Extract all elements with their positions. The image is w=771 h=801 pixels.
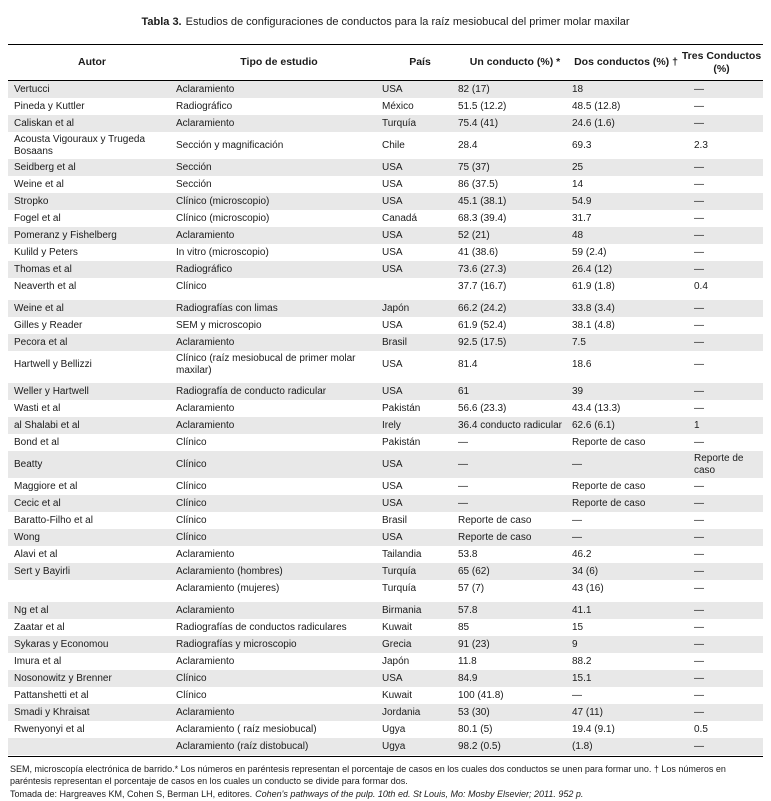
cell-tipo: Aclaramiento (mujeres) — [176, 582, 280, 594]
cell-pais: USA — [382, 161, 403, 173]
cell-tres: — — [694, 514, 704, 526]
cell-tres: — — [694, 548, 704, 560]
cell-pais: USA — [382, 229, 403, 241]
cell-dos: 39 — [572, 385, 584, 397]
table-row — [8, 115, 763, 132]
cell-autor: Rwenyonyi et al — [14, 723, 85, 735]
cell-pais: USA — [382, 458, 403, 470]
cell-autor — [8, 587, 176, 591]
cell-tipo: Aclaramiento — [176, 604, 235, 616]
cell-tres: — — [694, 358, 704, 370]
cell-autor: Bond et al — [14, 436, 60, 448]
cell-tipo: Aclaramiento — [176, 229, 235, 241]
cell-pais: USA — [382, 497, 403, 509]
cell-autor: Pineda y Kuttler — [14, 100, 85, 112]
cell-tipo: Clínico (raíz mesiobucal de primer molar maxilar) — [176, 353, 356, 376]
cell-pais: Turquía — [382, 565, 417, 577]
cell-tipo: Sección y magnificación — [176, 139, 284, 151]
cell-autor: Sert y Bayirli — [14, 565, 71, 577]
cell-uno: 84.9 — [458, 672, 478, 684]
cell-tres: — — [694, 263, 704, 275]
cell-tipo: Clínico (microscopio) — [176, 212, 270, 224]
cell-dos: 41.1 — [572, 604, 592, 616]
cell-tipo: Clínico — [176, 689, 207, 701]
cell-tipo: Radiografías de conductos radiculares — [176, 621, 347, 633]
cell-tipo: Aclaramiento — [176, 402, 235, 414]
cell-dos: — — [572, 531, 582, 543]
cell-pais — [382, 285, 458, 289]
cell-uno: 51.5 (12.2) — [458, 100, 507, 112]
cell-autor: Acousta Vigouraux y Trugeda Bosaans — [14, 134, 146, 157]
cell-tipo: Aclaramiento — [176, 83, 235, 95]
footnote-abbreviations: SEM, microscopía electrónica de barrido.* Los números en paréntesis representan el porcentaje de casos en los cuales dos conductos se unen para formar uno. † Los números en paréntesis representan el porcentaje de casos en los cuales un conducto se divide para formar dos. — [10, 764, 726, 787]
cell-autor: Nosonowitz y Brenner — [14, 672, 112, 684]
cell-uno: 66.2 (24.2) — [458, 302, 507, 314]
cell-dos: — — [572, 514, 582, 526]
cell-dos: 18.6 — [572, 358, 592, 370]
cell-autor: Pomeranz y Fishelberg — [14, 229, 117, 241]
cell-tipo: Radiográfico — [176, 100, 233, 112]
footnote-source-prefix: Tomada de: Hargreaves KM, Cohen S, Berman LH, editores. — [10, 789, 253, 800]
cell-dos: 19.4 (9.1) — [572, 723, 615, 735]
cell-uno: 73.6 (27.3) — [458, 263, 507, 275]
cell-tres: — — [694, 336, 704, 348]
cell-autor: Beatty — [14, 458, 43, 470]
cell-tres: — — [694, 621, 704, 633]
table-row — [8, 193, 763, 210]
cell-tres: — — [694, 161, 704, 173]
cell-uno: 53 (30) — [458, 706, 490, 718]
cell-dos: 48 — [572, 229, 584, 241]
cell-tres: — — [694, 582, 704, 594]
table-row — [8, 261, 763, 278]
cell-uno: 100 (41.8) — [458, 689, 504, 701]
cell-autor: Fogel et al — [14, 212, 61, 224]
cell-tres: — — [694, 604, 704, 616]
cell-pais: Ugya — [382, 740, 406, 752]
cell-autor: Wong — [14, 531, 40, 543]
cell-uno: — — [458, 458, 468, 470]
cell-tipo: Clínico — [176, 458, 207, 470]
cell-tipo: Clínico — [176, 531, 207, 543]
table-row — [8, 317, 763, 334]
table-title — [8, 16, 763, 28]
cell-autor: Pattanshetti et al — [14, 689, 89, 701]
cell-uno: 65 (62) — [458, 565, 490, 577]
cell-autor: Hartwell y Bellizzi — [14, 358, 92, 370]
footnote-source-title: Cohen's pathways of the pulp. 10th ed. St Louis, Mo: Mosby Elsevier; 2011. 952 p. — [255, 789, 584, 800]
cell-pais: Grecia — [382, 638, 412, 650]
cell-dos: 48.5 (12.8) — [572, 100, 621, 112]
cell-tres: — — [694, 689, 704, 701]
cell-tres: 2.3 — [694, 139, 708, 151]
cell-pais: USA — [382, 178, 403, 190]
table-row — [8, 653, 763, 670]
cell-uno: — — [458, 480, 468, 492]
cell-uno: 92.5 (17.5) — [458, 336, 507, 348]
table-header-row — [8, 45, 763, 81]
cell-dos: 14 — [572, 178, 584, 190]
cell-tipo: Aclaramiento ( raíz mesiobucal) — [176, 723, 317, 735]
cell-dos: 34 (6) — [572, 565, 599, 577]
cell-dos: Reporte de caso — [572, 436, 646, 448]
cell-pais: USA — [382, 83, 403, 95]
cell-tipo: SEM y microscopio — [176, 319, 262, 331]
cell-autor: Baratto-Filho et al — [14, 514, 93, 526]
cell-pais: USA — [382, 385, 403, 397]
cell-autor: Sykaras y Economou — [14, 638, 109, 650]
cell-pais: Japón — [382, 302, 410, 314]
table-row — [8, 244, 763, 261]
cell-pais: Pakistán — [382, 436, 421, 448]
cell-uno: 56.6 (23.3) — [458, 402, 507, 414]
cell-autor: Alavi et al — [14, 548, 58, 560]
cell-pais: Jordania — [382, 706, 421, 718]
cell-tres: — — [694, 195, 704, 207]
table-row — [8, 300, 763, 317]
table-body — [8, 81, 763, 756]
table-row — [8, 580, 763, 597]
table-row — [8, 132, 763, 159]
table-title-label: Tabla 3. — [141, 16, 182, 28]
cell-dos: — — [572, 458, 582, 470]
cell-pais: Turquía — [382, 117, 417, 129]
cell-pais: Kuwait — [382, 621, 413, 633]
table-row — [8, 417, 763, 434]
cell-dos: — — [572, 689, 582, 701]
cell-uno: 52 (21) — [458, 229, 490, 241]
cell-uno: 28.4 — [458, 139, 478, 151]
cell-autor: Weine et al — [14, 178, 64, 190]
table-row — [8, 210, 763, 227]
cell-tipo: Aclaramiento — [176, 336, 235, 348]
cell-pais: USA — [382, 246, 403, 258]
cell-tipo: Clínico — [176, 480, 207, 492]
cell-uno: — — [458, 436, 468, 448]
cell-uno: Reporte de caso — [458, 531, 532, 543]
cell-tres: — — [694, 565, 704, 577]
table-row — [8, 495, 763, 512]
cell-pais: USA — [382, 672, 403, 684]
column-header-pais: País — [409, 56, 431, 69]
cell-autor: Weine et al — [14, 302, 64, 314]
cell-dos: 33.8 (3.4) — [572, 302, 615, 314]
cell-tres: — — [694, 319, 704, 331]
cell-tres: — — [694, 531, 704, 543]
cell-tipo: Clínico — [176, 514, 207, 526]
cell-uno: 57.8 — [458, 604, 478, 616]
table-row — [8, 81, 763, 98]
cell-dos: 25 — [572, 161, 584, 173]
cell-dos: 88.2 — [572, 655, 592, 667]
cell-dos: 46.2 — [572, 548, 592, 560]
data-table — [8, 44, 763, 757]
cell-autor: Maggiore et al — [14, 480, 78, 492]
cell-pais: Pakistán — [382, 402, 421, 414]
cell-tres: — — [694, 212, 704, 224]
cell-tres: — — [694, 740, 704, 752]
table-title-text: Estudios de configuraciones de conductos para la raíz mesiobucal del primer molar maxilar — [185, 16, 630, 28]
table-row — [8, 400, 763, 417]
cell-pais: Kuwait — [382, 689, 413, 701]
table-row — [8, 434, 763, 451]
cell-dos: 7.5 — [572, 336, 586, 348]
cell-dos: 59 (2.4) — [572, 246, 607, 258]
cell-pais: USA — [382, 480, 403, 492]
table-row — [8, 721, 763, 738]
cell-tres: — — [694, 178, 704, 190]
cell-tipo: Aclaramiento (raíz distobucal) — [176, 740, 309, 752]
cell-autor: Stropko — [14, 195, 49, 207]
cell-uno: 36.4 conducto radicular — [458, 419, 562, 431]
cell-dos: 69.3 — [572, 139, 592, 151]
cell-pais: Chile — [382, 139, 405, 151]
cell-tres: — — [694, 480, 704, 492]
cell-pais: Canadá — [382, 212, 418, 224]
cell-dos: 26.4 (12) — [572, 263, 613, 275]
cell-uno: 82 (17) — [458, 83, 490, 95]
cell-tres: 0.5 — [694, 723, 708, 735]
cell-tres: — — [694, 83, 704, 95]
cell-tipo: Radiográfico — [176, 263, 233, 275]
cell-tipo: Aclaramiento — [176, 548, 235, 560]
cell-tipo: Radiografía de conducto radicular — [176, 385, 327, 397]
cell-pais: USA — [382, 195, 403, 207]
cell-autor: Kulild y Peters — [14, 246, 78, 258]
cell-tres: 1 — [694, 419, 700, 431]
cell-dos: 31.7 — [572, 212, 592, 224]
cell-dos: 15.1 — [572, 672, 592, 684]
cell-pais: USA — [382, 531, 403, 543]
cell-pais: Ugya — [382, 723, 406, 735]
cell-autor: Thomas et al — [14, 263, 72, 275]
table-row — [8, 546, 763, 563]
cell-autor: Caliskan et al — [14, 117, 75, 129]
cell-dos: 9 — [572, 638, 578, 650]
cell-tipo: Sección — [176, 161, 212, 173]
cell-pais: Birmania — [382, 604, 422, 616]
cell-dos: 18 — [572, 83, 584, 95]
cell-tres: — — [694, 246, 704, 258]
cell-pais: México — [382, 100, 414, 112]
cell-tres: — — [694, 497, 704, 509]
table-row — [8, 159, 763, 176]
cell-autor: Zaatar et al — [14, 621, 65, 633]
cell-dos: 15 — [572, 621, 584, 633]
cell-autor: Weller y Hartwell — [14, 385, 89, 397]
cell-tipo: Aclaramiento (hombres) — [176, 565, 283, 577]
cell-pais: Brasil — [382, 336, 408, 348]
cell-dos: 47 (11) — [572, 706, 603, 718]
cell-uno: — — [458, 497, 468, 509]
cell-tipo: Aclaramiento — [176, 419, 235, 431]
cell-uno: 57 (7) — [458, 582, 485, 594]
cell-tipo: Clínico — [176, 436, 207, 448]
cell-uno: 11.8 — [458, 655, 477, 667]
cell-tres: Reporte de caso — [694, 453, 744, 476]
column-header-autor: Autor — [78, 56, 106, 69]
cell-tipo: In vitro (microscopio) — [176, 246, 269, 258]
cell-pais: Brasil — [382, 514, 408, 526]
cell-uno: 86 (37.5) — [458, 178, 499, 190]
cell-tipo: Clínico — [176, 672, 207, 684]
table-row — [8, 278, 763, 295]
cell-tipo: Clínico (microscopio) — [176, 195, 270, 207]
cell-dos: 61.9 (1.8) — [572, 280, 615, 292]
cell-tipo: Sección — [176, 178, 212, 190]
cell-pais: USA — [382, 263, 403, 275]
table-row — [8, 738, 763, 755]
cell-tres: — — [694, 672, 704, 684]
cell-uno: 61.9 (52.4) — [458, 319, 507, 331]
cell-autor: Gilles y Reader — [14, 319, 83, 331]
cell-tres: — — [694, 100, 704, 112]
table-row — [8, 563, 763, 580]
cell-uno: 45.1 (38.1) — [458, 195, 507, 207]
column-header-uno: Un conducto (%) * — [469, 56, 561, 69]
cell-dos: Reporte de caso — [572, 497, 646, 509]
cell-autor: Cecic et al — [14, 497, 61, 509]
table-row — [8, 704, 763, 721]
table-row — [8, 529, 763, 546]
cell-uno: 98.2 (0.5) — [458, 740, 501, 752]
cell-pais: Turquía — [382, 582, 417, 594]
cell-tipo: Clínico — [176, 497, 207, 509]
cell-tres: — — [694, 706, 704, 718]
cell-tipo: Radiografías y microscopio — [176, 638, 297, 650]
cell-uno: 75 (37) — [458, 161, 490, 173]
cell-uno: 81.4 — [458, 358, 478, 370]
cell-uno: 68.3 (39.4) — [458, 212, 507, 224]
cell-autor: Pecora et al — [14, 336, 68, 348]
table-row — [8, 176, 763, 193]
cell-autor: Vertucci — [14, 83, 50, 95]
cell-autor: Ng et al — [14, 604, 49, 616]
cell-uno: 75.4 (41) — [458, 117, 499, 129]
cell-tipo: Aclaramiento — [176, 655, 235, 667]
table-row — [8, 512, 763, 529]
cell-dos: 43 (16) — [572, 582, 604, 594]
table-row — [8, 227, 763, 244]
cell-tres: — — [694, 638, 704, 650]
cell-tres: 0.4 — [694, 280, 708, 292]
cell-uno: 37.7 (16.7) — [458, 280, 507, 292]
table-row — [8, 478, 763, 495]
cell-uno: 61 — [458, 385, 470, 397]
cell-dos: 38.1 (4.8) — [572, 319, 615, 331]
cell-pais: USA — [382, 319, 403, 331]
cell-tres: — — [694, 655, 704, 667]
column-header-dos: Dos conductos (%) † — [574, 56, 678, 69]
cell-uno: 80.1 (5) — [458, 723, 493, 735]
cell-tipo: Radiografías con limas — [176, 302, 278, 314]
cell-dos: Reporte de caso — [572, 480, 646, 492]
cell-uno: 53.8 — [458, 548, 478, 560]
cell-autor: Neaverth et al — [14, 280, 77, 292]
cell-tres: — — [694, 229, 704, 241]
table-row — [8, 98, 763, 115]
cell-tres: — — [694, 302, 704, 314]
column-header-tipo: Tipo de estudio — [240, 56, 318, 69]
cell-dos: 62.6 (6.1) — [572, 419, 615, 431]
cell-tipo: Aclaramiento — [176, 706, 235, 718]
cell-autor: al Shalabi et al — [14, 419, 80, 431]
cell-uno: 41 (38.6) — [458, 246, 499, 258]
cell-uno: Reporte de caso — [458, 514, 532, 526]
cell-pais: Japón — [382, 655, 410, 667]
column-header-tres: Tres Conductos (%) — [681, 50, 762, 75]
table-row — [8, 383, 763, 400]
cell-autor: Seidberg et al — [14, 161, 76, 173]
cell-uno: 85 — [458, 621, 470, 633]
table-row — [8, 334, 763, 351]
cell-tres: — — [694, 385, 704, 397]
table-row — [8, 687, 763, 704]
cell-autor: Smadi y Khraisat — [14, 706, 90, 718]
cell-dos: 24.6 (1.6) — [572, 117, 615, 129]
table-row — [8, 670, 763, 687]
cell-autor: Imura et al — [14, 655, 62, 667]
table-row — [8, 602, 763, 619]
table-row — [8, 619, 763, 636]
table-row — [8, 451, 763, 478]
cell-autor — [8, 745, 176, 749]
cell-dos: 54.9 — [572, 195, 592, 207]
cell-tres: — — [694, 436, 704, 448]
table-row — [8, 636, 763, 653]
cell-tipo: Aclaramiento — [176, 117, 235, 129]
cell-pais: Irely — [382, 419, 401, 431]
cell-tipo: Clínico — [176, 280, 207, 292]
table-row — [8, 351, 763, 378]
cell-tres: — — [694, 117, 704, 129]
cell-tres: — — [694, 402, 704, 414]
cell-pais: Tailandia — [382, 548, 422, 560]
cell-pais: USA — [382, 358, 403, 370]
cell-dos: (1.8) — [572, 740, 593, 752]
cell-autor: Wasti et al — [14, 402, 61, 414]
cell-dos: 43.4 (13.3) — [572, 402, 621, 414]
cell-uno: 91 (23) — [458, 638, 490, 650]
